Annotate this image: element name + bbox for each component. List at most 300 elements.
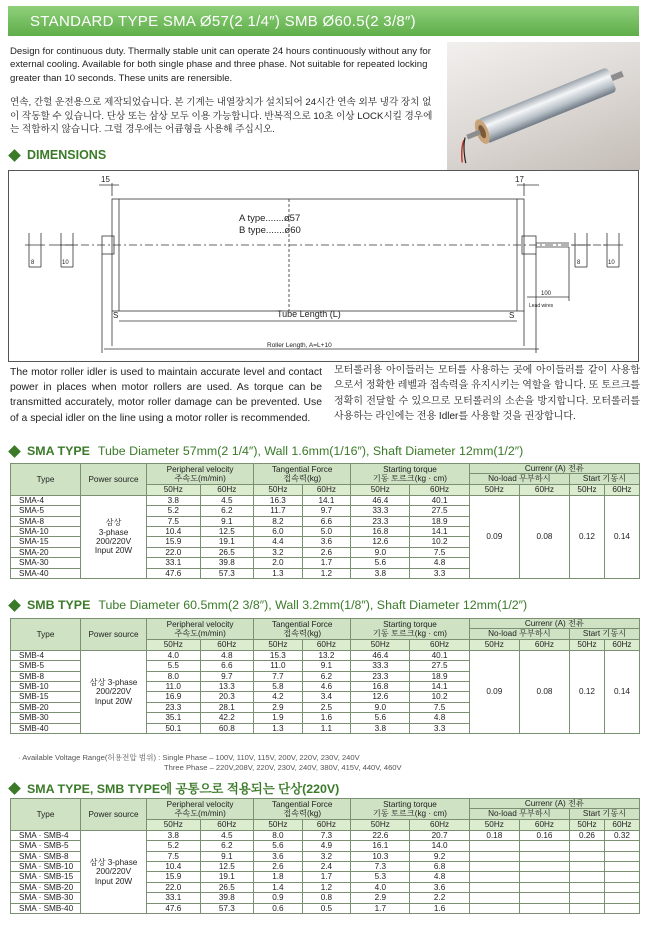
spec-value: 2.9: [254, 702, 303, 712]
tangential-ko: 접속력(kg): [283, 628, 322, 638]
spec-value: 3.6: [410, 882, 469, 892]
starting-en: Starting torque: [383, 799, 437, 809]
model-name: SMB-30: [11, 713, 81, 723]
spec-value: 2.5: [302, 702, 351, 712]
s-left-label: S: [113, 311, 119, 320]
spec-value: 4.5: [200, 830, 254, 840]
power-source-line: 삼상 3-phase: [89, 677, 138, 687]
model-name: SMA · SMB-30: [11, 893, 81, 903]
spec-value: 10.3: [351, 851, 410, 861]
model-name: SMA-5: [11, 506, 81, 516]
spec-value: 7.3: [302, 830, 351, 840]
motor-roller-image: [447, 42, 640, 170]
current-value-empty: [519, 882, 569, 892]
power-source-line: Input 20W: [94, 696, 133, 706]
model-name: SMA-4: [11, 495, 81, 505]
spec-value: 16.3: [254, 495, 303, 505]
intro-english: Design for continuous duty. Thermally stable unit can operate 24 hours continuously without any for external cooling. Available for both single phase and three phase. Not suitable for repeated locking greater than 10 seconds. These units are renersible.: [10, 46, 431, 84]
spec-value: 15.3: [254, 650, 303, 660]
spec-value: 46.4: [351, 495, 410, 505]
col-50hz: 50Hz: [570, 484, 605, 495]
col-50hz: 50Hz: [469, 819, 519, 830]
col-peripheral: [147, 464, 254, 485]
spec-value: 2.6: [302, 547, 351, 557]
spec-value: 0.5: [302, 903, 351, 913]
spec-value: 5.2: [147, 841, 201, 851]
spec-value: 1.4: [254, 882, 303, 892]
current-value: 0.12: [570, 650, 605, 733]
spec-value: 1.6: [302, 713, 351, 723]
current-value-empty: [469, 882, 519, 892]
col-50hz: 50Hz: [469, 639, 519, 650]
spec-value: 3.2: [302, 851, 351, 861]
spec-value: 4.2: [254, 692, 303, 702]
spec-value: 22.0: [147, 547, 201, 557]
spec-value: 3.8: [351, 723, 410, 733]
left-10-label: 10: [62, 260, 69, 266]
spec-value: 9.0: [351, 547, 410, 557]
current-value-empty: [469, 841, 519, 851]
spec-value: 18.9: [410, 516, 469, 526]
lead-wires-label: Lead wires: [529, 303, 554, 309]
current-value-empty: [519, 872, 569, 882]
spec-value: 27.5: [410, 506, 469, 516]
spec-value: 20.7: [410, 830, 469, 840]
spec-value: 12.5: [200, 862, 254, 872]
tangential-en: Tangential Force: [271, 619, 333, 629]
spec-value: 15.9: [147, 537, 201, 547]
current-value: 0.16: [519, 830, 569, 840]
col-tangential: [254, 619, 351, 640]
power-source-line: Input 20W: [94, 876, 133, 886]
dim-100-label: 100: [541, 291, 552, 297]
current-value: 0.26: [570, 830, 605, 840]
power-source-line: 200/220V: [95, 687, 132, 697]
a-type-label: A type.......ø57: [239, 213, 301, 224]
starting-en: Starting torque: [383, 619, 437, 629]
spec-value: 3.8: [147, 495, 201, 505]
diamond-bullet-icon: [8, 445, 21, 458]
table-row: [11, 650, 640, 660]
spec-value: 6.0: [254, 527, 303, 537]
model-name: SMA · SMB-20: [11, 882, 81, 892]
spec-value: 4.6: [302, 682, 351, 692]
spec-value: 3.6: [302, 537, 351, 547]
spec-value: 4.8: [410, 872, 469, 882]
col-current: Currenr (A) 전류: [469, 464, 639, 474]
spec-value: 14.1: [410, 682, 469, 692]
spec-value: 1.7: [302, 558, 351, 568]
spec-value: 7.7: [254, 671, 303, 681]
spec-value: 2.9: [351, 893, 410, 903]
col-50hz: 50Hz: [351, 639, 410, 650]
starting-ko: 기동 토르크(kg · cm): [372, 808, 448, 818]
voltage-range-note: [18, 753, 402, 772]
starting-ko: 기동 토르크(kg · cm): [372, 473, 448, 483]
current-value: 0.08: [519, 495, 569, 578]
spec-value: 33.1: [147, 558, 201, 568]
spec-value: 13.3: [200, 682, 254, 692]
col-60hz: 60Hz: [410, 819, 469, 830]
spec-value: 22.0: [147, 882, 201, 892]
dim-15-label: 15: [101, 175, 110, 184]
col-noload: No-load 무부하시: [469, 809, 569, 819]
spec-value: 57.3: [200, 903, 254, 913]
spec-value: 9.7: [200, 671, 254, 681]
current-value-empty: [604, 882, 639, 892]
col-power-source: Power source: [81, 619, 147, 651]
col-60hz: 60Hz: [410, 639, 469, 650]
spec-value: 33.3: [351, 506, 410, 516]
current-value-empty: [469, 903, 519, 913]
current-value-empty: [604, 862, 639, 872]
smb-heading-name: SMB TYPE: [27, 598, 91, 612]
current-value-empty: [469, 862, 519, 872]
spec-value: 3.3: [410, 723, 469, 733]
current-value-empty: [570, 862, 605, 872]
spec-value: 9.1: [302, 661, 351, 671]
col-current: Currenr (A) 전류: [469, 799, 639, 809]
model-name: SMB-10: [11, 682, 81, 692]
tangential-en: Tangential Force: [271, 799, 333, 809]
col-starting: [351, 799, 470, 820]
current-value-empty: [604, 903, 639, 913]
current-value-empty: [604, 851, 639, 861]
model-name: SMA-30: [11, 558, 81, 568]
single-phase-spec-table: [10, 798, 640, 914]
spec-value: 19.1: [200, 872, 254, 882]
spec-value: 28.1: [200, 702, 254, 712]
col-starting: [351, 464, 470, 485]
current-value-empty: [604, 841, 639, 851]
current-value-empty: [604, 893, 639, 903]
idler-description-english: The motor roller idler is used to maintain accurate level and contact power in places when motor rollers are used. As torque can be transmitted accurately, motor roller damage can be prevented. Use of a special idler on the line using a motor roller is recommended.: [10, 367, 322, 424]
peripheral-en: Peripheral velocity: [166, 464, 234, 474]
col-50hz: 50Hz: [351, 819, 410, 830]
col-50hz: 50Hz: [147, 819, 201, 830]
spec-value: 0.9: [254, 893, 303, 903]
spec-value: 1.6: [410, 903, 469, 913]
spec-value: 1.9: [254, 713, 303, 723]
spec-value: 8.0: [147, 671, 201, 681]
model-name: SMB-15: [11, 692, 81, 702]
dimension-drawing: [8, 170, 639, 362]
single-phase-heading-name: SMA TYPE, SMB TYPE에 공통으로 적용되는 단상(220V): [27, 782, 340, 796]
spec-value: 5.5: [147, 661, 201, 671]
tangential-en: Tangential Force: [271, 464, 333, 474]
peripheral-ko: 주속도(m/min): [174, 473, 226, 483]
col-60hz: 60Hz: [519, 819, 569, 830]
current-value-empty: [519, 893, 569, 903]
peripheral-ko: 주속도(m/min): [174, 808, 226, 818]
current-value: 0.32: [604, 830, 639, 840]
spec-value: 6.2: [200, 506, 254, 516]
spec-value: 3.2: [254, 547, 303, 557]
spec-value: 14.0: [410, 841, 469, 851]
diamond-bullet-icon: [8, 782, 21, 795]
spec-value: 7.5: [147, 516, 201, 526]
col-60hz: 60Hz: [302, 639, 351, 650]
current-value-empty: [469, 851, 519, 861]
sma-spec-table: [10, 463, 640, 579]
spec-value: 9.1: [200, 516, 254, 526]
current-value-empty: [519, 851, 569, 861]
model-name: SMA-15: [11, 537, 81, 547]
peripheral-en: Peripheral velocity: [166, 799, 234, 809]
sma-heading: [10, 444, 523, 458]
col-60hz: 60Hz: [302, 484, 351, 495]
model-name: SMA-8: [11, 516, 81, 526]
spec-value: 12.6: [351, 692, 410, 702]
spec-value: 5.6: [351, 713, 410, 723]
spec-value: 4.8: [200, 650, 254, 660]
col-50hz: 50Hz: [351, 484, 410, 495]
spec-value: 10.4: [147, 862, 201, 872]
power-source-line: 삼상: [105, 518, 122, 528]
current-value-empty: [570, 893, 605, 903]
current-value: 0.09: [469, 650, 519, 733]
smb-heading: [10, 598, 527, 612]
col-peripheral: [147, 619, 254, 640]
spec-value: 6.2: [200, 841, 254, 851]
right-10-label: 10: [608, 260, 615, 266]
spec-value: 9.1: [200, 851, 254, 861]
spec-value: 33.1: [147, 893, 201, 903]
col-60hz: 60Hz: [519, 639, 569, 650]
spec-value: 6.8: [410, 862, 469, 872]
spec-value: 4.9: [302, 841, 351, 851]
diamond-bullet-icon: [8, 599, 21, 612]
spec-value: 39.8: [200, 558, 254, 568]
b-type-label: B type.......ø60: [239, 225, 301, 236]
spec-value: 16.9: [147, 692, 201, 702]
spec-value: 57.3: [200, 568, 254, 578]
spec-value: 0.8: [302, 893, 351, 903]
spec-value: 7.5: [147, 851, 201, 861]
spec-value: 7.5: [410, 702, 469, 712]
spec-value: 1.7: [351, 903, 410, 913]
tangential-ko: 접속력(kg): [283, 808, 322, 818]
spec-value: 22.6: [351, 830, 410, 840]
current-value: 0.09: [469, 495, 519, 578]
spec-value: 14.1: [410, 527, 469, 537]
spec-value: 3.3: [410, 568, 469, 578]
diamond-bullet-icon: [8, 149, 21, 162]
roller-drawing-svg: [9, 171, 638, 361]
spec-value: 5.2: [147, 506, 201, 516]
spec-value: 5.3: [351, 872, 410, 882]
col-tangential: [254, 464, 351, 485]
col-50hz: 50Hz: [254, 484, 303, 495]
spec-value: 23.3: [351, 516, 410, 526]
spec-value: 10.4: [147, 527, 201, 537]
model-name: SMB-40: [11, 723, 81, 733]
col-60hz: 60Hz: [519, 484, 569, 495]
spec-value: 8.0: [254, 830, 303, 840]
tube-length-label: Tube Length (L): [277, 309, 341, 319]
model-name: SMB-20: [11, 702, 81, 712]
col-start: Start 기동시: [570, 809, 640, 819]
spec-value: 13.2: [302, 650, 351, 660]
col-start: Start 기동시: [570, 629, 640, 639]
tangential-ko: 접속력(kg): [283, 473, 322, 483]
spec-value: 5.6: [351, 558, 410, 568]
spec-value: 40.1: [410, 495, 469, 505]
spec-value: 46.4: [351, 650, 410, 660]
power-source-line: 삼상 3-phase: [89, 857, 138, 867]
spec-value: 19.1: [200, 537, 254, 547]
spec-value: 16.8: [351, 682, 410, 692]
spec-value: 12.6: [351, 537, 410, 547]
spec-value: 26.5: [200, 547, 254, 557]
current-value: 0.12: [570, 495, 605, 578]
spec-value: 0.6: [254, 903, 303, 913]
spec-value: 23.3: [351, 671, 410, 681]
col-50hz: 50Hz: [147, 639, 201, 650]
col-power-source: Power source: [81, 799, 147, 831]
spec-value: 1.8: [254, 872, 303, 882]
col-peripheral: [147, 799, 254, 820]
spec-value: 27.5: [410, 661, 469, 671]
spec-value: 39.8: [200, 893, 254, 903]
spec-value: 1.2: [302, 882, 351, 892]
spec-value: 47.6: [147, 568, 201, 578]
spec-value: 33.3: [351, 661, 410, 671]
col-60hz: 60Hz: [410, 484, 469, 495]
sma-heading-name: SMA TYPE: [27, 444, 90, 458]
power-source-line: 200/220V: [95, 536, 132, 546]
current-value: 0.14: [604, 495, 639, 578]
spec-value: 15.9: [147, 872, 201, 882]
model-name: SMB-5: [11, 661, 81, 671]
product-photo: [447, 42, 640, 170]
current-value-empty: [604, 872, 639, 882]
current-value-empty: [570, 872, 605, 882]
power-source-line: Input 20W: [94, 546, 133, 556]
spec-value: 1.3: [254, 568, 303, 578]
sma-heading-spec: Tube Diameter 57mm(2 1/4″), Wall 1.6mm(1/16″), Shaft Diameter 12mm(1/2″): [97, 444, 524, 458]
starting-ko: 기동 토르크(kg · cm): [372, 628, 448, 638]
col-60hz: 60Hz: [604, 484, 639, 495]
spec-value: 2.6: [254, 862, 303, 872]
spec-value: 1.7: [302, 872, 351, 882]
model-name: SMA · SMB-15: [11, 872, 81, 882]
col-60hz: 60Hz: [200, 639, 254, 650]
current-value-empty: [519, 862, 569, 872]
current-value-empty: [570, 841, 605, 851]
spec-value: 9.7: [302, 506, 351, 516]
current-value-empty: [469, 893, 519, 903]
title-bar: [8, 6, 639, 36]
col-50hz: 50Hz: [254, 819, 303, 830]
spec-value: 11.7: [254, 506, 303, 516]
spec-value: 18.9: [410, 671, 469, 681]
single-phase-heading: [10, 779, 339, 797]
current-value: 0.14: [604, 650, 639, 733]
model-name: SMA-40: [11, 568, 81, 578]
peripheral-ko: 주속도(m/min): [174, 628, 226, 638]
spec-value: 4.8: [410, 713, 469, 723]
spec-value: 3.6: [254, 851, 303, 861]
model-name: SMA-20: [11, 547, 81, 557]
dimensions-label: DIMENSIONS: [27, 148, 107, 162]
spec-value: 3.8: [147, 830, 201, 840]
spec-value: 1.2: [302, 568, 351, 578]
spec-value: 4.0: [147, 650, 201, 660]
spec-value: 2.4: [302, 862, 351, 872]
col-60hz: 60Hz: [200, 484, 254, 495]
spec-value: 6.6: [302, 516, 351, 526]
spec-value: 9.2: [410, 851, 469, 861]
spec-value: 4.4: [254, 537, 303, 547]
starting-en: Starting torque: [383, 464, 437, 474]
spec-value: 7.5: [410, 547, 469, 557]
left-8-label: 8: [31, 260, 35, 266]
spec-value: 1.3: [254, 723, 303, 733]
intro-korean: 연속, 간헐 운전용으로 제작되었습니다. 본 기계는 내열장치가 설치되어 24시간 연속 외부 냉각 장치 없이 작동할 수 있습니다. 단상 또는 삼상 모두 이용 가능합니다. 반복적으로 10초 이상 LOCK시킬 경우에는 적합하지 않습니다. 그럴 경우에는 어큠형을 사용해 주십시오.: [10, 97, 433, 135]
spec-value: 40.1: [410, 650, 469, 660]
dim-17-label: 17: [515, 175, 524, 184]
spec-value: 9.0: [351, 702, 410, 712]
col-noload: No-load 무부하시: [469, 629, 569, 639]
col-50hz: 50Hz: [254, 639, 303, 650]
idler-description-korean: 모터롤러용 아이들러는 모터를 사용하는 곳에 아이들러를 같이 사용함으로서 정확한 레벨과 접속력을 유지시키는 역할을 합니다. 또 토르크를 정확히 전달할 수 있으므로 모터롤러의 소손을 방지합니다. 모터롤러를 사용하는 라인에는 전용 Idler를 사용할 것을 권장합니다.: [334, 365, 640, 423]
spec-value: 35.1: [147, 713, 201, 723]
model-name: SMB-4: [11, 650, 81, 660]
current-value-empty: [519, 903, 569, 913]
col-60hz: 60Hz: [604, 639, 639, 650]
s-right-label: S: [509, 311, 515, 320]
spec-value: 6.6: [200, 661, 254, 671]
spec-value: 12.5: [200, 527, 254, 537]
power-source-line: 200/220V: [95, 867, 132, 877]
current-value-empty: [519, 841, 569, 851]
model-name: SMA · SMB-5: [11, 841, 81, 851]
spec-value: 16.8: [351, 527, 410, 537]
col-50hz: 50Hz: [469, 484, 519, 495]
spec-value: 2.0: [254, 558, 303, 568]
model-name: SMA-10: [11, 527, 81, 537]
model-name: SMA · SMB-8: [11, 851, 81, 861]
tube-outline: [112, 199, 524, 311]
spec-value: 50.1: [147, 723, 201, 733]
spec-value: 16.1: [351, 841, 410, 851]
model-name: SMB-8: [11, 671, 81, 681]
col-start: Start 기동시: [570, 474, 640, 484]
col-type: Type: [11, 799, 81, 831]
voltage-single-phase: · Available Voltage Range(허용전압 범위) : Single Phase – 100V, 110V, 115V, 200V, 220V, 230V, 240V: [18, 753, 360, 762]
voltage-three-phase: Three Phase – 220V,208V, 220V, 230V, 240V, 380V, 415V, 440V, 460V: [164, 762, 402, 772]
col-60hz: 60Hz: [302, 819, 351, 830]
power-source-cell: [81, 495, 147, 578]
col-tangential: [254, 799, 351, 820]
power-source-cell: [81, 650, 147, 733]
spec-value: 26.5: [200, 882, 254, 892]
spec-value: 11.0: [254, 661, 303, 671]
model-name: SMA · SMB-4: [11, 830, 81, 840]
spec-value: 42.2: [200, 713, 254, 723]
spec-value: 10.2: [410, 692, 469, 702]
spec-value: 5.0: [302, 527, 351, 537]
dimensions-heading: [10, 148, 106, 162]
spec-value: 4.8: [410, 558, 469, 568]
col-noload: No-load 무부하시: [469, 474, 569, 484]
current-value-empty: [469, 872, 519, 882]
spec-value: 3.4: [302, 692, 351, 702]
spec-value: 10.2: [410, 537, 469, 547]
current-value-empty: [570, 851, 605, 861]
spec-value: 60.8: [200, 723, 254, 733]
